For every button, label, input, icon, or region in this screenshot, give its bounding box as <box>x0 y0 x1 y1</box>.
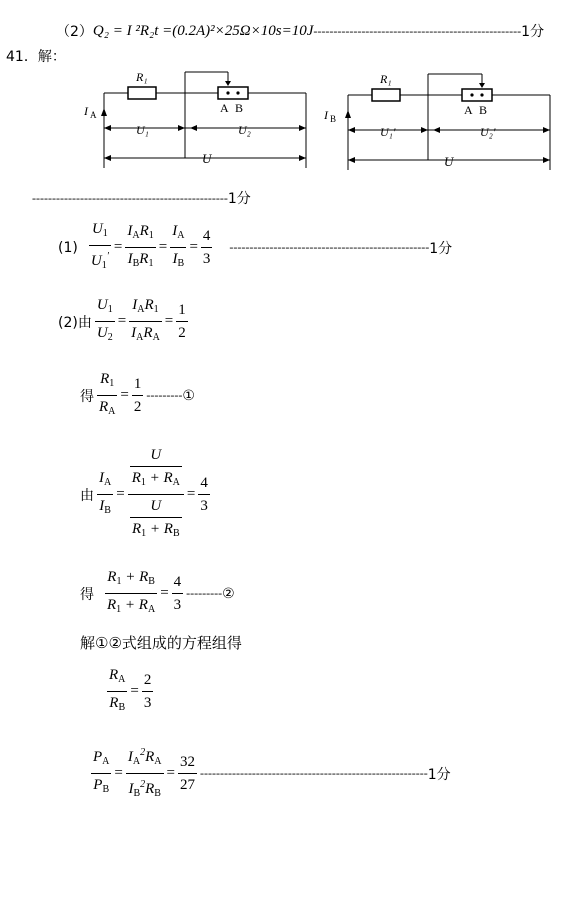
label-u: U <box>444 154 454 169</box>
step5-equation: 得 $\frac{R_1 + R_B}{R_1 + R_A}$ = $\frac{4}{3}$ --------- ② <box>80 569 235 615</box>
circuit-diagram-a <box>80 68 315 178</box>
label-current-a: I <box>84 104 88 118</box>
step3-prefix: 得 <box>80 388 94 405</box>
resistor-r1 <box>372 89 400 101</box>
q2-label: （2） <box>56 24 93 40</box>
step1-label: (1) <box>58 239 78 256</box>
label-u1-prime: U₁′ <box>380 125 396 139</box>
step8-dashes: --------------------------------------------------------- <box>199 766 428 780</box>
resistor-r1 <box>128 87 156 99</box>
q2-formula: Q₂ = I ²R₂t =(0.2A)²×25Ω×10s=10J <box>92 22 314 39</box>
step7-equation: $\frac{R_A}{R_B}$ = $\frac{2}{3}$ <box>109 667 152 713</box>
diagram-score-line <box>32 188 251 208</box>
label-a: A <box>464 103 473 117</box>
step3-dashes: --------- <box>146 388 183 402</box>
diagram-dashes: ------------------------------------------------- <box>32 190 228 205</box>
step1-dashes: -------------------------------------------------- <box>229 240 430 254</box>
step4-equation: 由 $\frac{I_A}{I_B}$ = $\frac{\frac{U}{R_1 + R_A}}{\frac{U}{R_1 + R_B}}$ = $\frac{4}{3}$ <box>80 447 208 539</box>
step3-marker: ① <box>182 387 195 404</box>
label-u2-prime: U₂′ <box>480 125 496 139</box>
svg-text:A: A <box>90 110 97 120</box>
svg-text:B: B <box>330 114 337 124</box>
label-b: B <box>235 101 244 115</box>
q41-label: 41．解： <box>6 49 66 65</box>
rheostat <box>218 87 248 99</box>
step2-label: (2)由 <box>58 314 92 331</box>
step5-marker: ② <box>222 585 235 602</box>
step6-text: 解①②式组成的方程组得 <box>80 634 242 652</box>
step2-equation: (2)由 $\frac{U_1}{U_2}$ = $\frac{I_AR_1}{I_AR_A}$ = $\frac{1}{2}$ <box>58 297 186 343</box>
circuit-diagram-b <box>322 68 557 180</box>
label-r1: R₁ <box>380 72 392 86</box>
label-a: A <box>220 101 229 115</box>
q2-dashes: ---------------------------------------------------- <box>313 23 522 38</box>
diagram-score: 1分 <box>227 191 251 207</box>
step4-prefix: 由 <box>80 487 94 504</box>
rheostat <box>462 89 492 101</box>
step1-equation: (1) $\frac{U_1}{U_1'}$ = $\frac{I_AR_1}{I_BR_1}$ = $\frac{I_A}{I_B}$ = $\frac{4}{3}$ -------------------------------------------------- 1分 <box>58 221 453 271</box>
label-u2: U₂ <box>238 123 251 137</box>
step5-dashes: --------- <box>186 586 223 600</box>
label-current-b: I <box>324 108 328 122</box>
label-u1: U₁ <box>136 123 149 137</box>
q2-score: 1分 <box>521 24 545 40</box>
step5-prefix: 得 <box>80 586 94 603</box>
step3-equation: 得 $\frac{R_1}{R_A}$ = $\frac{1}{2}$ --------- ① <box>80 371 195 417</box>
label-r1: R₁ <box>136 70 148 84</box>
step1-score: 1分 <box>429 240 453 257</box>
label-b: B <box>479 103 488 117</box>
step8-score: 1分 <box>427 766 451 783</box>
label-u: U <box>202 151 212 166</box>
q2-line <box>56 20 544 42</box>
step8-equation: $\frac{P_A}{P_B}$ = $\frac{I_A^2R_A}{I_B^2R_B}$ = $\frac{32}{27}$ --------------------------------------------------------- 1分 <box>93 747 451 799</box>
